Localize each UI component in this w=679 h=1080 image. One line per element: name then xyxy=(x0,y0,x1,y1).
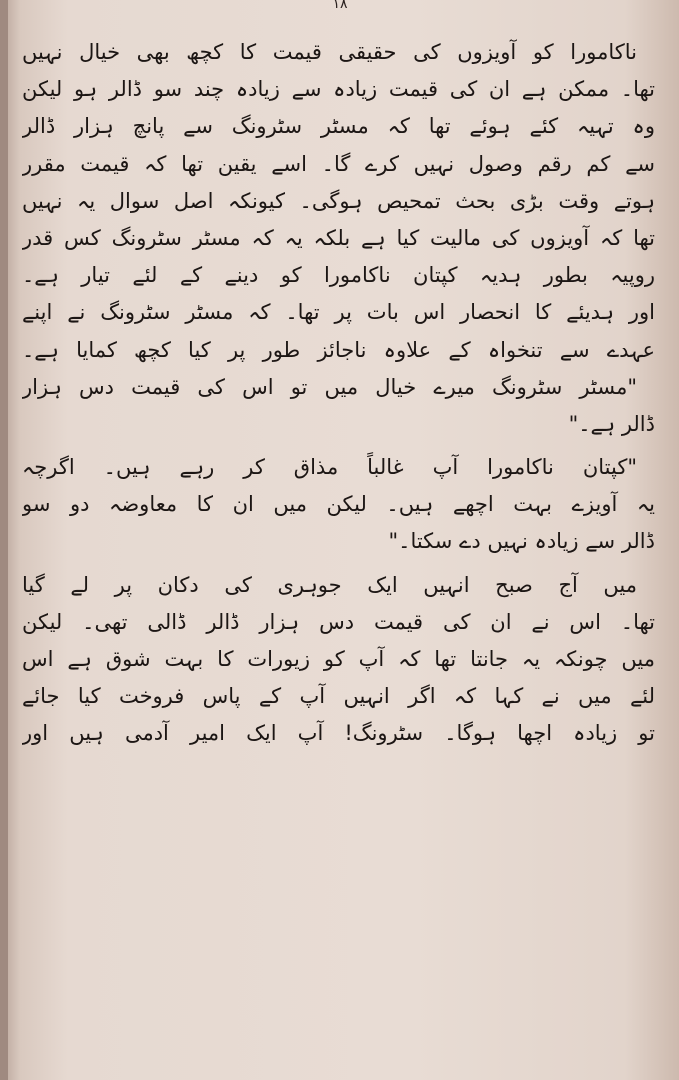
text-line: "مسٹر سٹرونگ میرے خیال میں تو اس کی قیمت دس ہزار xyxy=(22,374,637,399)
text-line: ناکامورا کو آویزوں کی حقیقی قیمت کا کچھ بھی خیال نہیں xyxy=(22,40,637,64)
text-line: وہ تہیہ کئے ہوئے تھا کہ مسٹر سٹرونگ سے پانچ ہزار ڈالر xyxy=(22,114,655,139)
text-line: روپیہ بطور ہدیہ کپتان ناکامورا کو دینے کے لئے تیار ہے۔ xyxy=(22,263,655,288)
text-line: عہدے سے تنخواہ کے علاوہ ناجائز طور پر کیا کچھ کمایا ہے۔ xyxy=(22,337,655,362)
text-line: تھا۔ اس نے ان کی قیمت دس ہزار ڈالر ڈالی تھی۔ لیکن xyxy=(22,609,655,634)
text-line: ڈالر سے زیادہ نہیں دے سکتا۔" xyxy=(388,529,655,554)
text-line: لئے میں نے کہا کہ اگر انہیں آپ کے پاس فروخت کیا جائے xyxy=(22,684,655,709)
text-line: "کپتان ناکامورا آپ غالباً مذاق کر رہے ہیں۔ اگرچہ xyxy=(22,455,637,480)
page-number: ۱۸ xyxy=(332,0,348,12)
text-line: میں آج صبح انہیں ایک جوہری کی دکان پر لے گیا xyxy=(22,572,637,597)
text-line: اور ہدیئے کا انحصار اس بات پر تھا۔ کہ مسٹر سٹرونگ نے اپنے xyxy=(22,300,655,325)
page-text xyxy=(22,34,655,753)
text-line: یہ آویزے بہت اچھے ہیں۔ لیکن میں ان کا معاوضہ دو سو xyxy=(22,492,655,517)
text-line: تو زیادہ اچھا ہوگا۔ سٹرونگ! آپ ایک امیر آدمی ہیں اور xyxy=(22,721,655,746)
page-gutter xyxy=(0,0,8,1080)
text-line: ڈالر ہے۔" xyxy=(568,411,655,436)
text-line: سے کم رقم وصول نہیں کرے گا۔ اسے یقین تھا کہ قیمت مقرر xyxy=(22,151,655,176)
text-line: تھا کہ آویزوں کی مالیت کیا ہے بلکہ یہ کہ مسٹر سٹرونگ کس قدر xyxy=(22,225,655,250)
text-line: ہوتے وقت بڑی بحث تمحیص ہوگی۔ کیونکہ اصل سوال یہ نہیں xyxy=(22,188,655,213)
text-line: میں چونکہ یہ جانتا تھا کہ آپ کو زیورات کا بہت شوق ہے اس xyxy=(22,647,655,671)
text-line: تھا۔ ممکن ہے ان کی قیمت زیادہ سے زیادہ چند سو ڈالر ہو لیکن xyxy=(22,77,655,102)
